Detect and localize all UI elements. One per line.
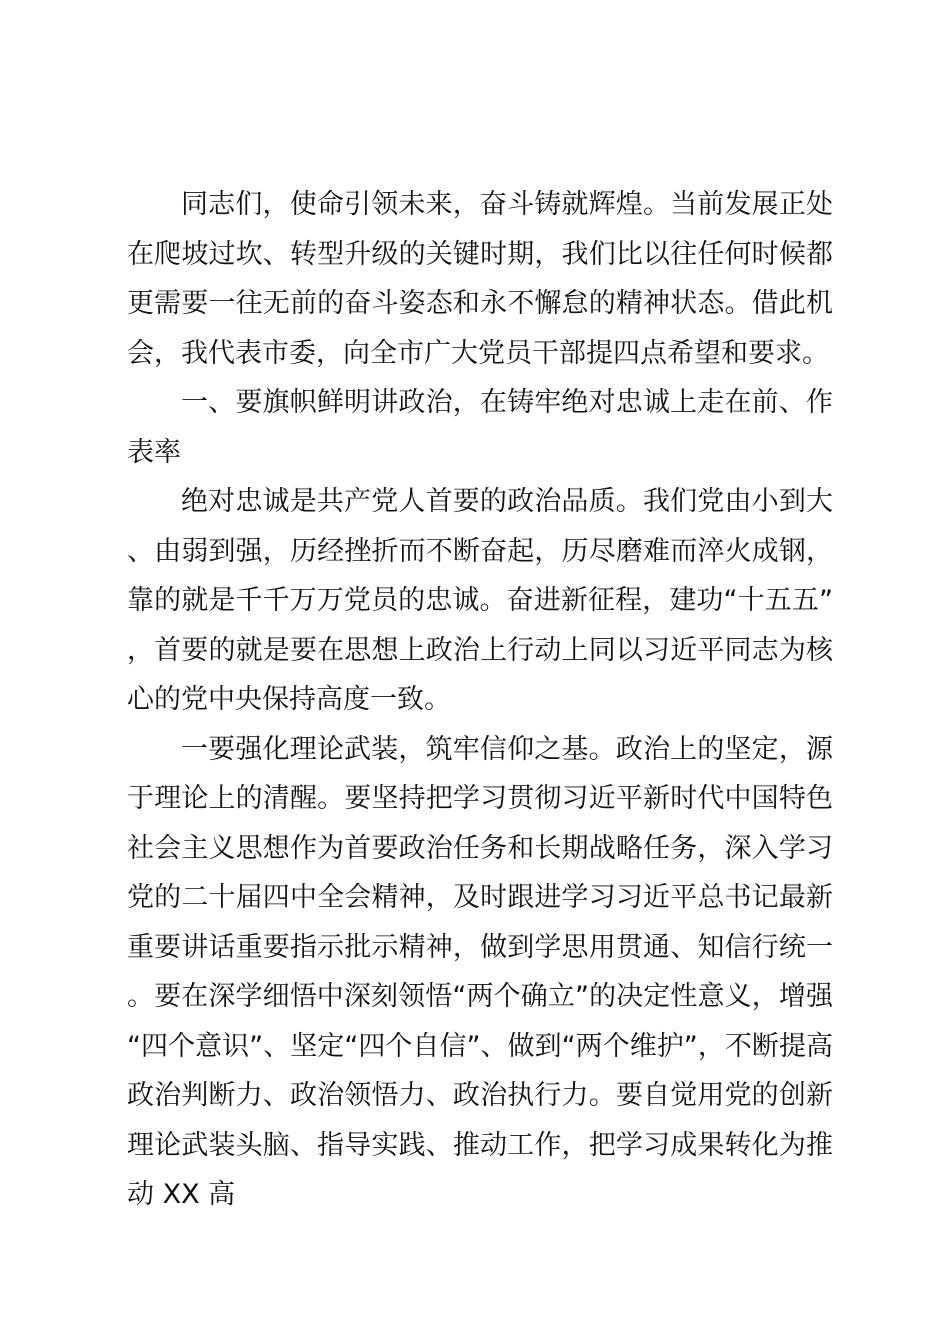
section-heading-1: 一、要旗帜鲜明讲政治，在铸牢绝对忠诚上走在前、作表率 bbox=[127, 387, 833, 468]
paragraph-theory: 一要强化理论武装，筑牢信仰之基。政治上的坚定，源于理论上的清醒。要坚持把学习贯彻习近平新时代中国特色社会主义思想作为首要政治任务和长期战略任务，深入学习党的二十届四中全会精神，及时跟进学习习近平总书记最新重要讲话重要指示批示精神，做到学思用贯通、知信行统一。要在深学细悟中深刻领悟“两个确立”的决定性意义，增强“四个意识”、坚定“四个自信”、做到“两个维护”，不断提高政治判断力、政治领悟力、政治执行力。要自觉用党的创新理论武装头脑、指导实践、推动工作，把学习成果转化为推动 XX 高 bbox=[127, 733, 833, 1210]
document-page bbox=[127, 180, 833, 1220]
paragraph-opening: 同志们，使命引领未来，奋斗铸就辉煌。当前发展正处在爬坡过坎、转型升级的关键时期，我们比以往任何时候都更需要一往无前的奋斗姿态和永不懈怠的精神状态。借此机会，我代表市委，向全市广大党员干部提四点希望和要求。 bbox=[127, 189, 833, 369]
paragraph-loyalty: 绝对忠诚是共产党人首要的政治品质。我们党由小到大、由弱到强，历经挫折而不断奋起，历尽磨难而淬火成钢，靠的就是千千万万党员的忠诚。奋进新征程，建功“十五五”，首要的就是要在思想上政治上行动上同以习近平同志为核心的党中央保持高度一致。 bbox=[127, 486, 833, 715]
